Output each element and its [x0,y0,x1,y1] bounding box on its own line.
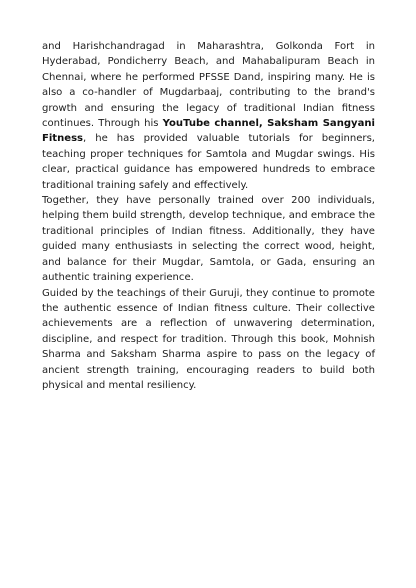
paragraph-3: Guided by the teachings of their Guruji, they continue to promote the authentic essence of Indian fitness culture. Their collective achievements are a reflection of unwavering determination, discipline, and respect for tradition. Through this book, Mohnish Sharma and Saksham Sharma aspire to pass on the legacy of ancient strength training, encouraging readers to build both physical and mental resiliency. [42,287,375,391]
paragraph-2: Together, they have personally trained over 200 individuals, helping them build strength, develop technique, and embrace the traditional principles of Indian fitness. Additionally, they have guided many enthusiasts in selecting the correct wood, height, and balance for their Mugdar, Samtola, or Gada, ensuring an authentic training experience. [42,195,375,284]
youtube-channel-highlight: YouTube channel, Saksham Sangyani Fitness [42,118,375,145]
body-text [42,39,375,393]
paragraph-1-text-start: and Harishchandragad in Maharashtra, Golkonda Fort in Hyderabad, Pondicherry Beach, and Mahabalipuram Beach in Chennai, where he performed PFSSE Dand, inspiring many. He is also a co-handler of Mugdarbaaj, contributing to the brand's growth and ensuring the legacy of traditional Indian fitness continues. Through his [42,41,375,130]
paragraph-1 [42,39,375,193]
paragraph-1-text-end: , he has provided valuable tutorials for beginners, teaching proper techniques for Samtola and Mugdar swings. His clear, practical guidance has empowered hundreds to embrace traditional training safely and effectively. [42,133,375,191]
